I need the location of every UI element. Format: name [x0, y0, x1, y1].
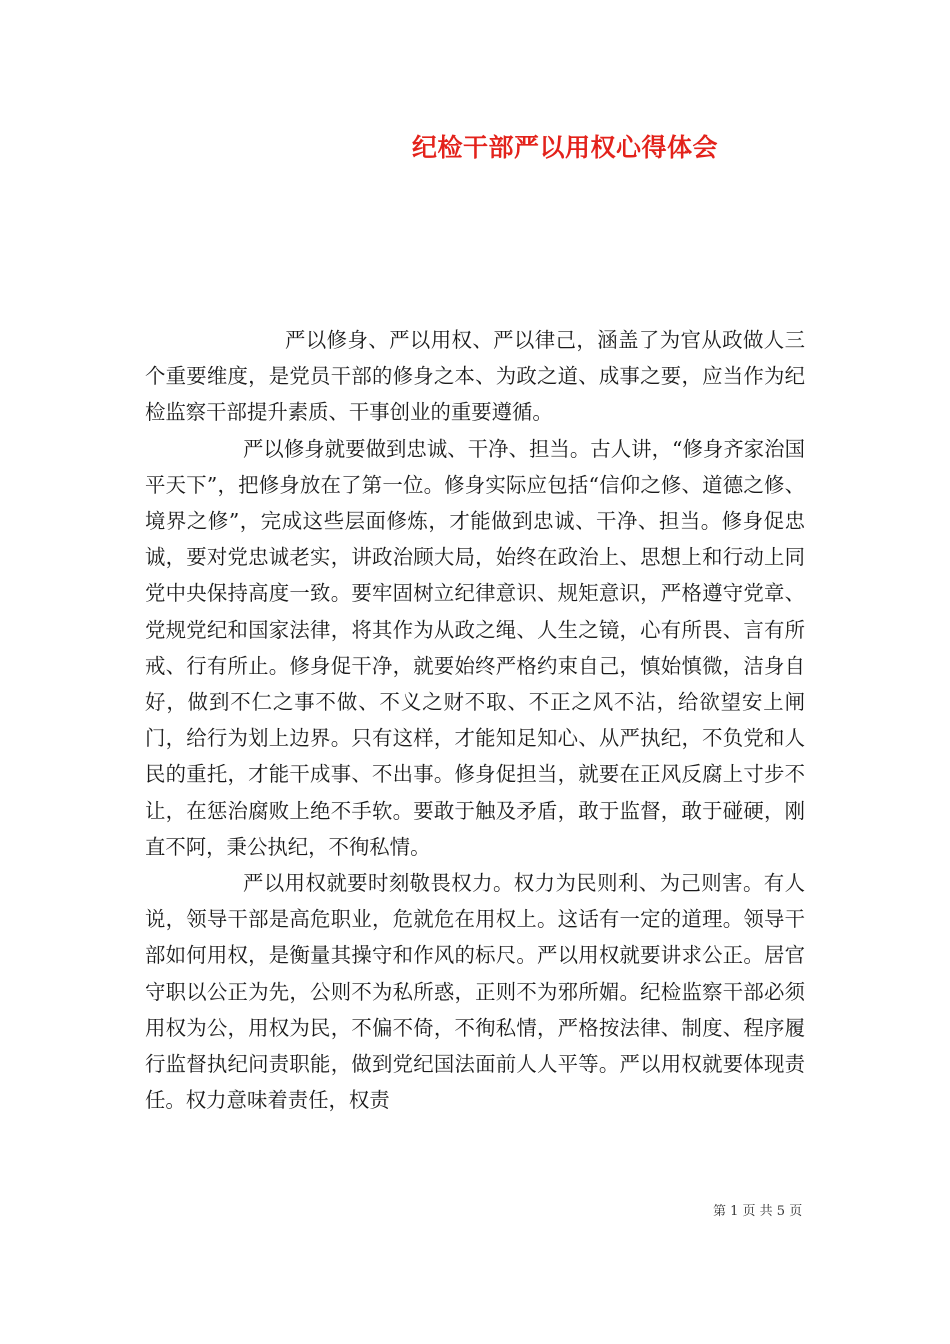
document-title: 纪检干部严以用权心得体会 — [412, 133, 719, 162]
paragraph-1: 严以修身、严以用权、严以律己，涵盖了为官从政做人三个重要维度，是党员干部的修身之本、为政之道、成事之要，应当作为纪检监察干部提升素质、干事创业的重要遵循。 — [145, 328, 805, 425]
document-body — [145, 322, 805, 1118]
paragraph-3: 严以用权就要时刻敬畏权力。权力为民则利、为己则害。有人说，领导干部是高危职业，危就危在用权上。这话有一定的道理。领导干部如何用权，是衡量其操守和作风的标尺。严以用权就要讲求公正。居官守职以公正为先，公则不为私所惑，正则不为邪所媚。纪检监察干部必须用权为公，用权为民，不偏不倚，不徇私情，严格按法律、制度、程序履行监督执纪问责职能，做到党纪国法面前人人平等。严以用权就要体现责任。权力意味着责任，权责 — [145, 871, 805, 1113]
page-number-footer: 第 1 页 共 5 页 — [713, 1204, 803, 1219]
paragraph-2: 严以修身就要做到忠诚、干净、担当。古人讲，“修身齐家治国平天下”，把修身放在了第一位。修身实际应包括“信仰之修、道德之修、境界之修”，完成这些层面修炼，才能做到忠诚、干净、担当。修身促忠诚，要对党忠诚老实，讲政治顾大局，始终在政治上、思想上和行动上同党中央保持高度一致。要牢固树立纪律意识、规矩意识，严格遵守党章、党规党纪和国家法律，将其作为从政之绳、人生之镜，心有所畏、言有所戒、行有所止。修身促干净，就要始终严格约束自己，慎始慎微，洁身自好，做到不仁之事不做、不义之财不取、不正之风不沾，给欲望安上闸门，给行为划上边界。只有这样，才能知足知心、从严执纪，不负党和人民的重托，才能干成事、不出事。修身促担当，就要在正风反腐上寸步不让，在惩治腐败上绝不手软。要敢于触及矛盾，敢于监督，敢于碰硬，刚直不阿，秉公执纪，不徇私情。 — [145, 436, 805, 859]
